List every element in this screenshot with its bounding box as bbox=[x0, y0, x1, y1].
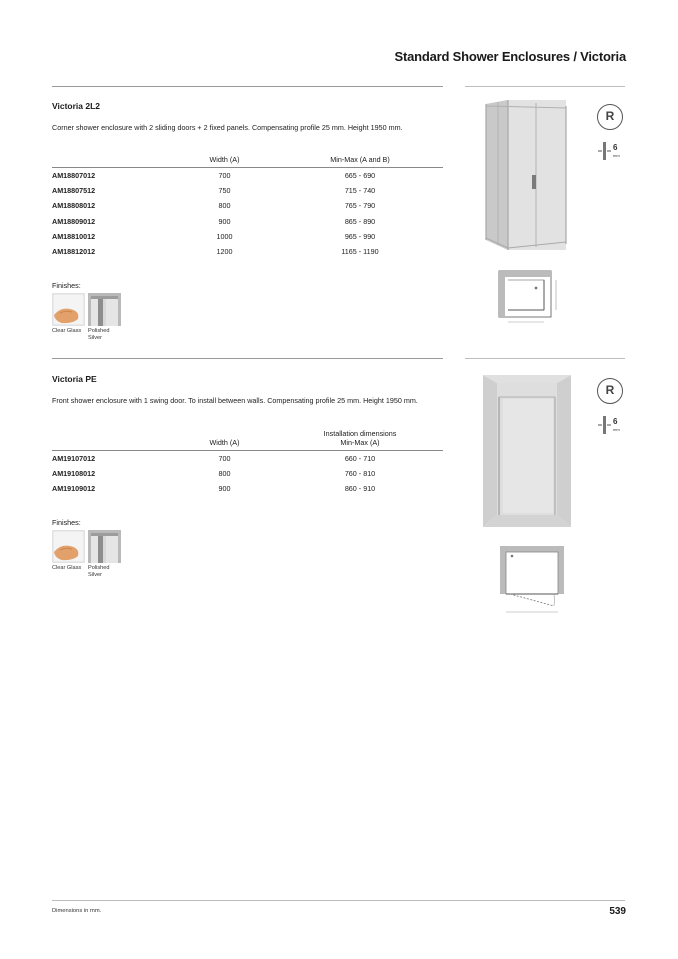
divider bbox=[465, 86, 625, 87]
divider bbox=[52, 86, 443, 87]
polished-silver-swatch bbox=[88, 293, 121, 326]
range-cell: 760 - 810 bbox=[344, 468, 376, 478]
table-row bbox=[52, 466, 443, 481]
spec-table bbox=[52, 429, 443, 496]
table-row bbox=[52, 168, 443, 183]
product-code: AM19107012 bbox=[52, 453, 96, 463]
range-cell: 665 - 690 bbox=[344, 170, 376, 180]
table-row bbox=[52, 451, 443, 466]
glass-thickness-icon bbox=[598, 141, 626, 161]
product-code: AM18812012 bbox=[52, 247, 96, 257]
footer-note: Dimensions in mm. bbox=[52, 908, 102, 914]
shower-enclosure-front-image bbox=[483, 375, 571, 527]
reversible-badge-icon: R bbox=[597, 104, 623, 130]
section-description: Corner shower enclosure with 2 sliding doors + 2 fixed panels. Compensating profile 25 mm. Height 1950 mm. bbox=[52, 123, 403, 132]
table-header-row bbox=[52, 155, 443, 168]
column-header bbox=[52, 155, 172, 168]
thickness-value: 6 bbox=[613, 143, 618, 152]
table-header-row bbox=[52, 429, 443, 451]
section-title: Victoria PE bbox=[52, 374, 97, 384]
product-code: AM18810012 bbox=[52, 231, 96, 241]
polished-silver-swatch bbox=[88, 530, 121, 563]
clear-glass-swatch bbox=[52, 293, 85, 326]
table-row bbox=[52, 244, 443, 259]
section-description: Front shower enclosure with 1 swing door. To install between walls. Compensating profile 25 mm. Height 1950 mm. bbox=[52, 396, 418, 405]
table-row bbox=[52, 229, 443, 244]
column-header: Width (A) bbox=[172, 429, 277, 451]
table-row bbox=[52, 481, 443, 496]
product-code: AM19108012 bbox=[52, 468, 96, 478]
column-header: Installation dimensions Min-Max (A) bbox=[277, 429, 443, 451]
finish-label: Polished Silver bbox=[88, 328, 110, 341]
width-cell: 1200 bbox=[216, 247, 233, 257]
width-cell: 700 bbox=[218, 170, 231, 180]
width-cell: 800 bbox=[218, 468, 231, 478]
front-plan-diagram bbox=[498, 544, 568, 616]
column-header bbox=[52, 429, 172, 451]
divider bbox=[52, 900, 625, 901]
product-code: AM18807012 bbox=[52, 170, 96, 180]
divider bbox=[465, 358, 625, 359]
product-code: AM18807512 bbox=[52, 185, 96, 195]
shower-enclosure-corner-image bbox=[480, 100, 570, 252]
column-header: Width (A) bbox=[172, 155, 277, 168]
finishes-label: Finishes: bbox=[52, 518, 81, 527]
finish-label: Clear Glass bbox=[52, 565, 82, 571]
range-cell: 965 - 990 bbox=[344, 231, 376, 241]
clear-glass-swatch bbox=[52, 530, 85, 563]
finish-label: Clear Glass bbox=[52, 328, 82, 334]
product-code: AM18809012 bbox=[52, 216, 96, 226]
width-cell: 750 bbox=[218, 185, 231, 195]
finishes-label: Finishes: bbox=[52, 281, 81, 290]
finish-label: Polished Silver bbox=[88, 565, 110, 578]
width-cell: 800 bbox=[218, 201, 231, 211]
range-cell: 865 - 890 bbox=[344, 216, 376, 226]
corner-plan-diagram bbox=[496, 268, 566, 328]
product-section-victoria-pe bbox=[52, 374, 443, 584]
width-cell: 700 bbox=[218, 453, 231, 463]
table-row bbox=[52, 198, 443, 213]
range-cell: 660 - 710 bbox=[344, 453, 376, 463]
section-title: Victoria 2L2 bbox=[52, 101, 101, 111]
range-cell: 860 - 910 bbox=[344, 484, 376, 494]
thickness-unit: mm bbox=[613, 427, 620, 432]
product-code: AM18808012 bbox=[52, 201, 96, 211]
product-code: AM19109012 bbox=[52, 484, 96, 494]
page-title: Standard Shower Enclosures / Victoria bbox=[394, 49, 626, 64]
spec-table bbox=[52, 155, 443, 259]
thickness-unit: mm bbox=[613, 153, 620, 158]
range-cell: 765 - 790 bbox=[344, 201, 376, 211]
reversible-badge-icon: R bbox=[597, 378, 623, 404]
table-row bbox=[52, 213, 443, 228]
column-header: Min-Max (A and B) bbox=[277, 155, 443, 168]
range-cell: 1165 - 1190 bbox=[341, 247, 379, 257]
product-section-victoria-2l2 bbox=[52, 101, 443, 351]
width-cell: 900 bbox=[218, 484, 231, 494]
range-cell: 715 - 740 bbox=[344, 185, 376, 195]
table-row bbox=[52, 183, 443, 198]
thickness-value: 6 bbox=[613, 417, 618, 426]
page-number: 539 bbox=[609, 906, 626, 917]
glass-thickness-icon bbox=[598, 415, 626, 435]
divider bbox=[52, 358, 443, 359]
width-cell: 900 bbox=[218, 216, 231, 226]
width-cell: 1000 bbox=[216, 231, 233, 241]
